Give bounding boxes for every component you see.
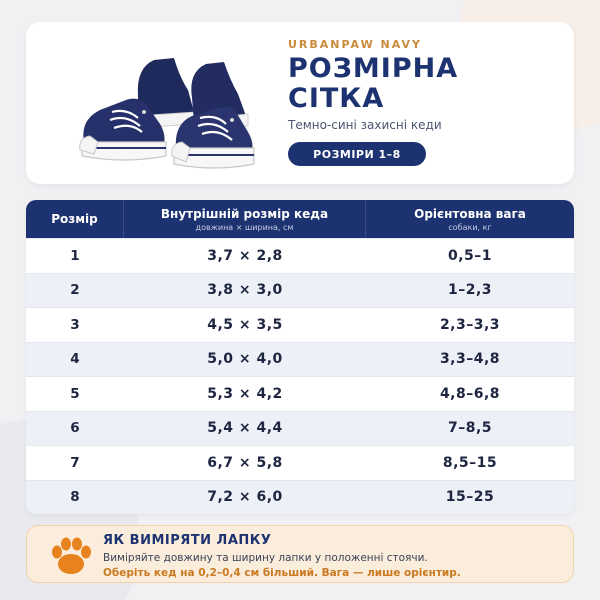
header-inner-size (124, 200, 366, 238)
tip-instruction: Виміряйте довжину та ширину лапки у положенні стоячи. (103, 552, 428, 564)
table-row (26, 273, 574, 308)
header-weight-unit: собаки, кг (448, 222, 492, 232)
table-row (26, 307, 574, 342)
size-cell: 6 (70, 420, 80, 437)
table-row (26, 238, 574, 273)
header-inner-size-label: Внутрішній розмір кеда (160, 206, 329, 221)
weight-cell: 4,8–6,8 (439, 385, 501, 402)
paw-icon (43, 535, 99, 577)
weight-cell: 0,5–1 (447, 247, 493, 264)
header-weight-label: Орієнтовна вага (414, 206, 526, 221)
subtitle: Темно-сині захисні кеди (288, 118, 442, 132)
size-table (26, 200, 574, 514)
table-row (26, 342, 574, 377)
dimensions-cell: 4,5 × 3,5 (207, 316, 283, 333)
weight-cell: 8,5–15 (442, 454, 498, 471)
dimensions-cell: 5,4 × 4,4 (207, 420, 283, 437)
table-row (26, 445, 574, 480)
table-body (26, 238, 574, 514)
size-range-badge: РОЗМІРИ 1–8 (288, 142, 426, 166)
size-cell: 7 (70, 454, 80, 471)
dimensions-cell: 5,0 × 4,0 (207, 351, 283, 368)
size-cell: 8 (70, 489, 80, 506)
header-weight (366, 200, 574, 238)
tip-recommendation: Оберіть кед на 0,2–0,4 см більший. Вага — лише орієнтир. (103, 567, 461, 579)
size-cell: 5 (70, 385, 80, 402)
weight-cell: 1–2,3 (447, 282, 493, 299)
brand-name: URBANPAW NAVY (288, 38, 422, 51)
size-cell: 1 (70, 247, 80, 264)
dimensions-cell: 3,7 × 2,8 (207, 247, 283, 264)
dimensions-cell: 6,7 × 5,8 (207, 454, 283, 471)
header-inner-size-unit: довжина × ширина, см (195, 222, 294, 232)
weight-cell: 15–25 (445, 489, 495, 506)
dimensions-cell: 7,2 × 6,0 (207, 489, 283, 506)
size-cell: 2 (70, 282, 80, 299)
sneaker-image (76, 38, 260, 178)
size-cell: 3 (70, 316, 80, 333)
tip-title: ЯК ВИМІРЯТИ ЛАПКУ (103, 533, 272, 548)
page-title (288, 54, 458, 114)
title-line-2: СІТКА (288, 83, 385, 114)
title-line-1: РОЗМІРНА (288, 53, 459, 84)
table-header (26, 200, 574, 238)
header-size (26, 200, 124, 238)
table-row (26, 480, 574, 515)
measurement-tip (26, 525, 574, 583)
dimensions-cell: 5,3 × 4,2 (207, 385, 283, 402)
hero-card (26, 22, 574, 184)
size-cell: 4 (70, 351, 80, 368)
weight-cell: 2,3–3,3 (439, 316, 501, 333)
header-size-label: Розмір (51, 212, 98, 226)
table-row (26, 376, 574, 411)
weight-cell: 3,3–4,8 (439, 351, 501, 368)
weight-cell: 7–8,5 (447, 420, 493, 437)
table-row (26, 411, 574, 446)
dimensions-cell: 3,8 × 3,0 (207, 282, 283, 299)
